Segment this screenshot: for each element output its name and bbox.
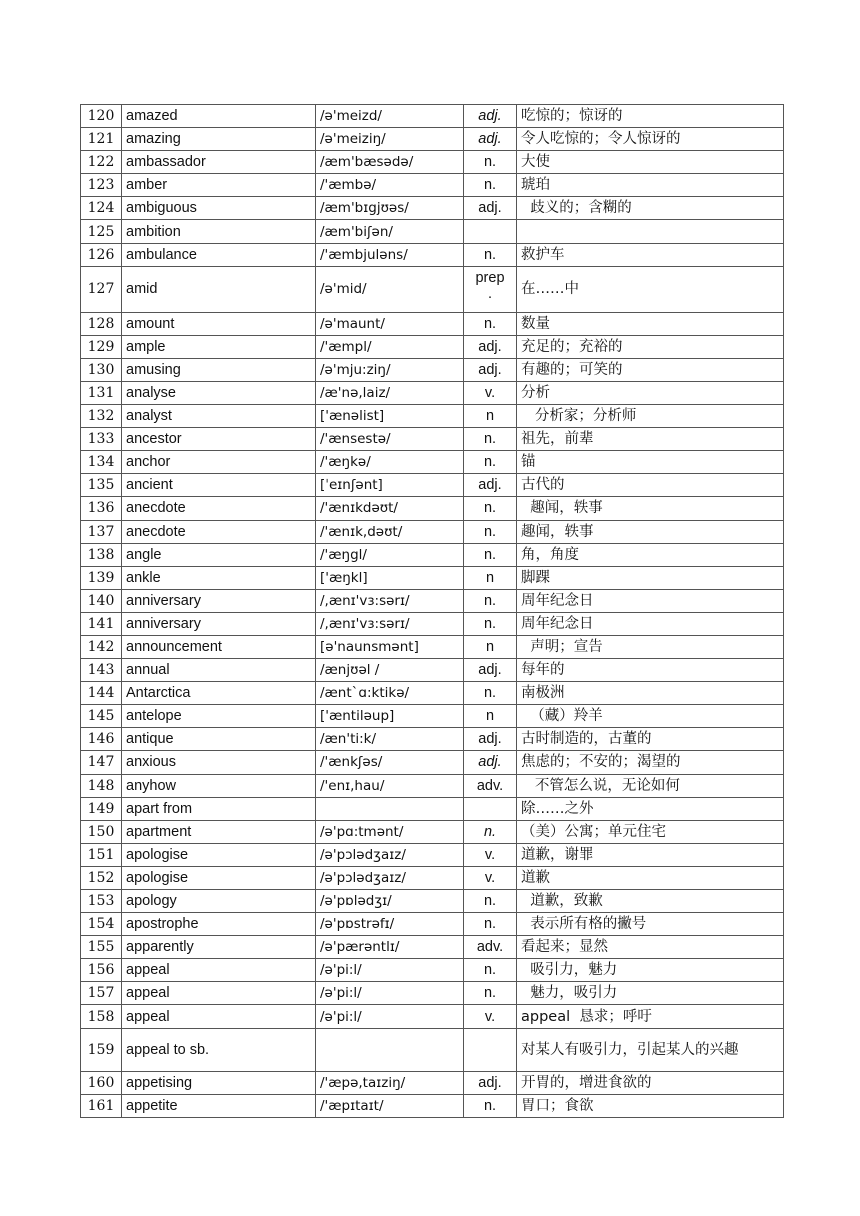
table-row — [81, 959, 784, 982]
meaning-cell: 胃口；食欲 — [517, 1094, 784, 1117]
row-number: 159 — [81, 1028, 122, 1071]
table-row — [81, 751, 784, 774]
phonetic-cell: /ə'mid/ — [316, 266, 464, 312]
word-cell: apart from — [122, 797, 316, 820]
row-number: 123 — [81, 174, 122, 197]
row-number: 142 — [81, 635, 122, 658]
word-cell: amazed — [122, 105, 316, 128]
phonetic-cell: /'ænsestə/ — [316, 428, 464, 451]
row-number: 134 — [81, 451, 122, 474]
meaning-cell: 吸引力，魅力 — [517, 959, 784, 982]
phonetic-cell: /'æŋkə/ — [316, 451, 464, 474]
row-number: 152 — [81, 866, 122, 889]
phonetic-cell: /,ænɪ'vɜ:sərɪ/ — [316, 612, 464, 635]
word-cell: anniversary — [122, 612, 316, 635]
table-row — [81, 820, 784, 843]
phonetic-cell: /æn'ti:k/ — [316, 728, 464, 751]
table-row — [81, 913, 784, 936]
phonetic-cell: /'enɪ,hau/ — [316, 774, 464, 797]
part-of-speech-cell: v. — [464, 381, 517, 404]
meaning-cell: （藏）羚羊 — [517, 705, 784, 728]
part-of-speech-cell: n — [464, 635, 517, 658]
row-number: 158 — [81, 1005, 122, 1028]
row-number: 135 — [81, 474, 122, 497]
table-row — [81, 774, 784, 797]
table-row — [81, 843, 784, 866]
word-cell: anecdote — [122, 497, 316, 520]
part-of-speech-cell: n — [464, 705, 517, 728]
table-row — [81, 1028, 784, 1071]
part-of-speech-cell: n — [464, 405, 517, 428]
meaning-cell — [517, 220, 784, 243]
part-of-speech-cell: v. — [464, 1005, 517, 1028]
meaning-cell: 除……之外 — [517, 797, 784, 820]
word-cell: appetite — [122, 1094, 316, 1117]
table-row — [81, 612, 784, 635]
part-of-speech-cell: n. — [464, 1094, 517, 1117]
part-of-speech-cell: adj. — [464, 358, 517, 381]
phonetic-cell — [316, 797, 464, 820]
phonetic-cell: /ə'maunt/ — [316, 312, 464, 335]
part-of-speech-cell: n. — [464, 612, 517, 635]
phonetic-cell: /,ænɪ'vɜ:sərɪ/ — [316, 589, 464, 612]
table-row — [81, 266, 784, 312]
meaning-cell: 道歉，致歉 — [517, 890, 784, 913]
word-cell: anniversary — [122, 589, 316, 612]
part-of-speech-cell: adj. — [464, 474, 517, 497]
meaning-cell: 趣闻，轶事 — [517, 520, 784, 543]
row-number: 137 — [81, 520, 122, 543]
part-of-speech-cell: n — [464, 566, 517, 589]
part-of-speech-cell: v. — [464, 866, 517, 889]
table-row — [81, 982, 784, 1005]
word-cell: anxious — [122, 751, 316, 774]
part-of-speech-cell: n. — [464, 312, 517, 335]
phonetic-cell: /ə'pi:l/ — [316, 959, 464, 982]
word-cell: analyst — [122, 405, 316, 428]
word-cell: angle — [122, 543, 316, 566]
table-row — [81, 1005, 784, 1028]
row-number: 154 — [81, 913, 122, 936]
table-row — [81, 1094, 784, 1117]
meaning-cell: 趣闻，轶事 — [517, 497, 784, 520]
table-row — [81, 797, 784, 820]
word-cell: amount — [122, 312, 316, 335]
meaning-cell: 表示所有格的撇号 — [517, 913, 784, 936]
phonetic-cell: /ə'pɒstrəfɪ/ — [316, 913, 464, 936]
part-of-speech-cell: v. — [464, 843, 517, 866]
row-number: 157 — [81, 982, 122, 1005]
row-number: 128 — [81, 312, 122, 335]
row-number: 161 — [81, 1094, 122, 1117]
word-cell: appeal — [122, 982, 316, 1005]
phonetic-cell: /'æpə,taɪziŋ/ — [316, 1071, 464, 1094]
word-cell: apologise — [122, 843, 316, 866]
meaning-cell: 分析 — [517, 381, 784, 404]
meaning-cell: 每年的 — [517, 659, 784, 682]
table-row — [81, 243, 784, 266]
word-cell: anchor — [122, 451, 316, 474]
phonetic-cell: /ə'pɑ:tmənt/ — [316, 820, 464, 843]
word-cell: amber — [122, 174, 316, 197]
word-cell: anecdote — [122, 520, 316, 543]
meaning-cell: 角，角度 — [517, 543, 784, 566]
word-cell: ambassador — [122, 151, 316, 174]
table-row — [81, 890, 784, 913]
meaning-cell: 南极洲 — [517, 682, 784, 705]
phonetic-cell: /'æpɪtaɪt/ — [316, 1094, 464, 1117]
phonetic-cell: /ə'pi:l/ — [316, 982, 464, 1005]
part-of-speech-cell: adj. — [464, 128, 517, 151]
meaning-cell: 看起来；显然 — [517, 936, 784, 959]
row-number: 124 — [81, 197, 122, 220]
word-cell: ancestor — [122, 428, 316, 451]
meaning-cell: 在……中 — [517, 266, 784, 312]
phonetic-cell: /ə'pɔlədʒaɪz/ — [316, 843, 464, 866]
row-number: 127 — [81, 266, 122, 312]
phonetic-cell: /ə'pɔlədʒaɪz/ — [316, 866, 464, 889]
word-cell: analyse — [122, 381, 316, 404]
phonetic-cell: /'æŋgl/ — [316, 543, 464, 566]
word-cell: apologise — [122, 866, 316, 889]
phonetic-cell: /'ænɪk,dəʊt/ — [316, 520, 464, 543]
row-number: 131 — [81, 381, 122, 404]
row-number: 153 — [81, 890, 122, 913]
meaning-cell: 声明；宣告 — [517, 635, 784, 658]
meaning-cell: 充足的；充裕的 — [517, 335, 784, 358]
phonetic-cell: /ænjʊəl / — [316, 659, 464, 682]
table-row — [81, 705, 784, 728]
word-cell: appeal — [122, 1005, 316, 1028]
table-row — [81, 381, 784, 404]
table-row — [81, 682, 784, 705]
meaning-cell: 琥珀 — [517, 174, 784, 197]
word-cell: ambulance — [122, 243, 316, 266]
phonetic-cell: /æm'bæsədə/ — [316, 151, 464, 174]
row-number: 133 — [81, 428, 122, 451]
phonetic-cell: /'æmbə/ — [316, 174, 464, 197]
part-of-speech-cell — [464, 1028, 517, 1071]
part-of-speech-cell: adj. — [464, 197, 517, 220]
meaning-cell: 救护车 — [517, 243, 784, 266]
table-row — [81, 335, 784, 358]
table-row — [81, 405, 784, 428]
meaning-cell: 令人吃惊的；令人惊讶的 — [517, 128, 784, 151]
row-number: 160 — [81, 1071, 122, 1094]
row-number: 136 — [81, 497, 122, 520]
word-cell: ankle — [122, 566, 316, 589]
part-of-speech-cell: prep . — [464, 266, 517, 312]
part-of-speech-cell: n. — [464, 959, 517, 982]
table-row — [81, 543, 784, 566]
row-number: 150 — [81, 820, 122, 843]
part-of-speech-cell: n. — [464, 890, 517, 913]
row-number: 149 — [81, 797, 122, 820]
word-cell: appetising — [122, 1071, 316, 1094]
phonetic-cell: ['ænəlist] — [316, 405, 464, 428]
word-cell: antelope — [122, 705, 316, 728]
phonetic-cell — [316, 1028, 464, 1071]
word-cell: Antarctica — [122, 682, 316, 705]
part-of-speech-cell — [464, 797, 517, 820]
word-cell: amazing — [122, 128, 316, 151]
phonetic-cell: /ə'pærəntlɪ/ — [316, 936, 464, 959]
row-number: 139 — [81, 566, 122, 589]
table-row — [81, 105, 784, 128]
part-of-speech-cell: n. — [464, 497, 517, 520]
meaning-cell: 对某人有吸引力，引起某人的兴趣 — [517, 1028, 784, 1071]
vocabulary-table-body — [81, 105, 784, 1118]
table-row — [81, 936, 784, 959]
meaning-cell: 道歉 — [517, 866, 784, 889]
table-row — [81, 589, 784, 612]
meaning-cell: 分析家；分析师 — [517, 405, 784, 428]
word-cell: antique — [122, 728, 316, 751]
part-of-speech-cell: n. — [464, 520, 517, 543]
table-row — [81, 174, 784, 197]
part-of-speech-cell: adj. — [464, 751, 517, 774]
table-row — [81, 1071, 784, 1094]
meaning-cell: 不管怎么说，无论如何 — [517, 774, 784, 797]
table-row — [81, 659, 784, 682]
word-cell: ancient — [122, 474, 316, 497]
table-row — [81, 451, 784, 474]
row-number: 138 — [81, 543, 122, 566]
word-cell: apparently — [122, 936, 316, 959]
row-number: 148 — [81, 774, 122, 797]
meaning-cell: 道歉，谢罪 — [517, 843, 784, 866]
table-row — [81, 635, 784, 658]
table-row — [81, 566, 784, 589]
meaning-cell: （美）公寓；单元住宅 — [517, 820, 784, 843]
meaning-cell: 祖先，前辈 — [517, 428, 784, 451]
meaning-cell: 周年纪念日 — [517, 589, 784, 612]
part-of-speech-cell: n. — [464, 451, 517, 474]
part-of-speech-cell: n. — [464, 543, 517, 566]
part-of-speech-cell: adj. — [464, 1071, 517, 1094]
row-number: 126 — [81, 243, 122, 266]
word-cell: anyhow — [122, 774, 316, 797]
meaning-cell: 数量 — [517, 312, 784, 335]
phonetic-cell: /ə'mju:ziŋ/ — [316, 358, 464, 381]
part-of-speech-cell: n. — [464, 820, 517, 843]
row-number: 155 — [81, 936, 122, 959]
phonetic-cell: /ə'meiziŋ/ — [316, 128, 464, 151]
part-of-speech-cell: n. — [464, 243, 517, 266]
part-of-speech-cell: n. — [464, 982, 517, 1005]
part-of-speech-cell: adj. — [464, 659, 517, 682]
phonetic-cell: /ænt`ɑ:ktikə/ — [316, 682, 464, 705]
meaning-cell: 大使 — [517, 151, 784, 174]
part-of-speech-cell: n. — [464, 589, 517, 612]
row-number: 143 — [81, 659, 122, 682]
meaning-cell: 锚 — [517, 451, 784, 474]
row-number: 146 — [81, 728, 122, 751]
phonetic-cell: /æ'nə,laiz/ — [316, 381, 464, 404]
word-cell: apostrophe — [122, 913, 316, 936]
word-cell: amusing — [122, 358, 316, 381]
row-number: 140 — [81, 589, 122, 612]
table-row — [81, 428, 784, 451]
part-of-speech-cell: adv. — [464, 936, 517, 959]
row-number: 156 — [81, 959, 122, 982]
word-cell: ample — [122, 335, 316, 358]
table-row — [81, 728, 784, 751]
row-number: 132 — [81, 405, 122, 428]
table-row — [81, 520, 784, 543]
table-row — [81, 220, 784, 243]
word-cell: annual — [122, 659, 316, 682]
word-cell: apartment — [122, 820, 316, 843]
part-of-speech-cell: adj. — [464, 105, 517, 128]
part-of-speech-cell — [464, 220, 517, 243]
part-of-speech-cell: n. — [464, 151, 517, 174]
phonetic-cell: /'ænkʃəs/ — [316, 751, 464, 774]
phonetic-cell: /'æmpl/ — [316, 335, 464, 358]
row-number: 141 — [81, 612, 122, 635]
meaning-cell: 周年纪念日 — [517, 612, 784, 635]
part-of-speech-cell: adv. — [464, 774, 517, 797]
row-number: 147 — [81, 751, 122, 774]
word-cell: ambition — [122, 220, 316, 243]
phonetic-cell: /'ænɪkdəʊt/ — [316, 497, 464, 520]
word-cell: appeal to sb. — [122, 1028, 316, 1071]
meaning-cell: 古代的 — [517, 474, 784, 497]
phonetic-cell: [ˈeɪnʃənt] — [316, 474, 464, 497]
part-of-speech-cell: n. — [464, 682, 517, 705]
word-cell: ambiguous — [122, 197, 316, 220]
table-row — [81, 474, 784, 497]
table-row — [81, 128, 784, 151]
row-number: 120 — [81, 105, 122, 128]
meaning-cell: 吃惊的；惊讶的 — [517, 105, 784, 128]
meaning-cell: 古时制造的，古董的 — [517, 728, 784, 751]
phonetic-cell: /æm'biʃən/ — [316, 220, 464, 243]
meaning-cell: 开胃的，增进食欲的 — [517, 1071, 784, 1094]
part-of-speech-cell: n. — [464, 913, 517, 936]
word-cell: announcement — [122, 635, 316, 658]
table-row — [81, 358, 784, 381]
part-of-speech-cell: n. — [464, 428, 517, 451]
phonetic-cell: /ə'pɒlədʒɪ/ — [316, 890, 464, 913]
phonetic-cell: /ə'meizd/ — [316, 105, 464, 128]
vocabulary-table — [80, 104, 784, 1118]
table-row — [81, 312, 784, 335]
meaning-cell: 有趣的；可笑的 — [517, 358, 784, 381]
row-number: 121 — [81, 128, 122, 151]
meaning-cell: appeal 恳求；呼吁 — [517, 1005, 784, 1028]
table-row — [81, 197, 784, 220]
phonetic-cell: /æm'bɪgjʊəs/ — [316, 197, 464, 220]
phonetic-cell: ['æŋkl] — [316, 566, 464, 589]
table-row — [81, 497, 784, 520]
part-of-speech-cell: adj. — [464, 335, 517, 358]
part-of-speech-cell: n. — [464, 174, 517, 197]
meaning-cell: 脚踝 — [517, 566, 784, 589]
meaning-cell: 魅力，吸引力 — [517, 982, 784, 1005]
row-number: 144 — [81, 682, 122, 705]
phonetic-cell: /'æmbjuləns/ — [316, 243, 464, 266]
phonetic-cell: [ə'naunsmənt] — [316, 635, 464, 658]
phonetic-cell: /ə'pi:l/ — [316, 1005, 464, 1028]
row-number: 151 — [81, 843, 122, 866]
table-row — [81, 151, 784, 174]
row-number: 129 — [81, 335, 122, 358]
phonetic-cell: ['æntiləup] — [316, 705, 464, 728]
row-number: 145 — [81, 705, 122, 728]
row-number: 125 — [81, 220, 122, 243]
row-number: 130 — [81, 358, 122, 381]
row-number: 122 — [81, 151, 122, 174]
word-cell: appeal — [122, 959, 316, 982]
part-of-speech-cell: adj. — [464, 728, 517, 751]
table-row — [81, 866, 784, 889]
word-cell: amid — [122, 266, 316, 312]
meaning-cell: 焦虑的；不安的；渴望的 — [517, 751, 784, 774]
word-cell: apology — [122, 890, 316, 913]
meaning-cell: 歧义的；含糊的 — [517, 197, 784, 220]
